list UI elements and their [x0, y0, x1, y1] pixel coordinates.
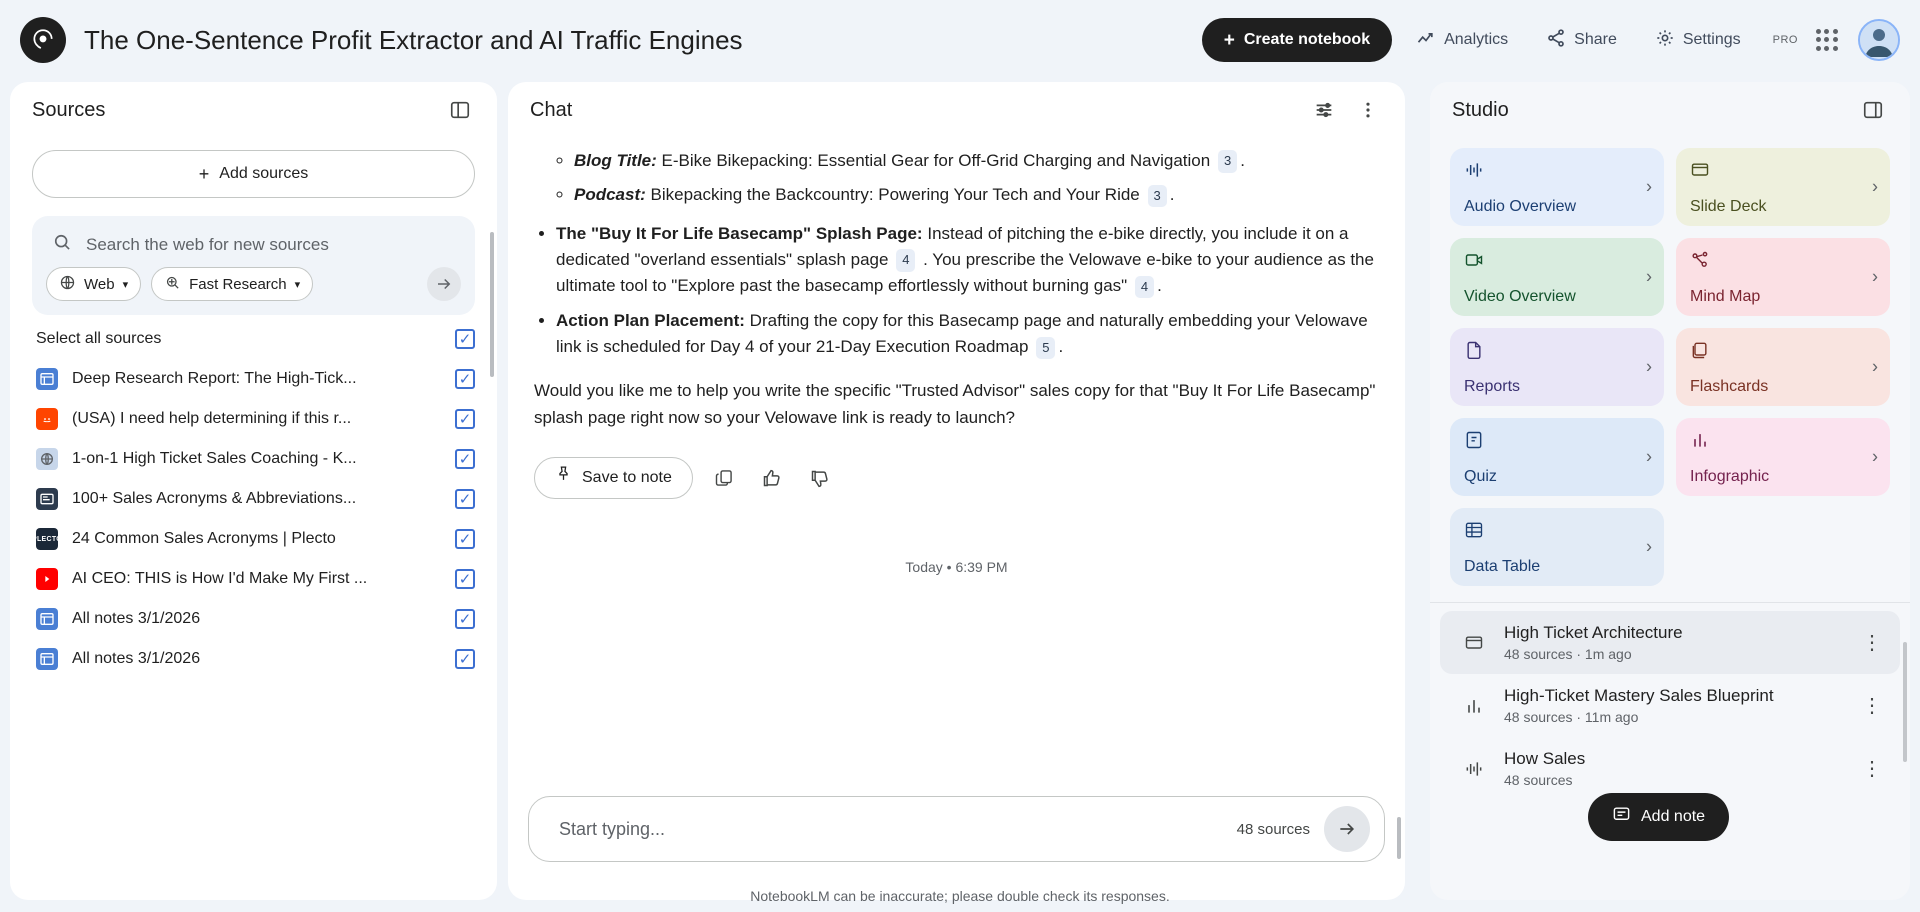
chevron-down-icon: ▾	[294, 278, 301, 291]
source-research-mode-chip[interactable]	[151, 267, 313, 301]
save-to-note-button[interactable]	[534, 457, 693, 499]
create-notebook-button[interactable]	[1202, 18, 1392, 62]
thumb-down-icon[interactable]	[803, 461, 837, 495]
plus-icon: +	[198, 163, 210, 184]
studio-title: Studio	[1452, 98, 1509, 121]
plus-icon: +	[1223, 29, 1235, 51]
studio-card-label: Infographic	[1690, 468, 1770, 485]
chip-research-label: Fast Research	[189, 275, 287, 293]
chat-scrollbar[interactable]	[1397, 817, 1401, 859]
source-list-item[interactable]	[10, 519, 497, 559]
blog-title-label: Blog Title:	[574, 151, 657, 170]
note-meta: 48 sources · 1m ago	[1504, 646, 1632, 662]
doc-icon	[36, 608, 58, 630]
studio-card-infographic[interactable]	[1676, 418, 1890, 496]
studio-card-label: Video Overview	[1464, 288, 1576, 305]
select-all-checkbox[interactable]: ✓	[455, 329, 475, 349]
tune-sliders-icon[interactable]	[1309, 95, 1339, 125]
source-title: All notes 3/1/2026	[72, 650, 201, 667]
more-vertical-icon[interactable]: ⋮	[1862, 757, 1882, 780]
save-to-note-label: Save to note	[582, 468, 672, 486]
search-submit-button[interactable]	[427, 267, 461, 301]
mind-map-icon	[1690, 255, 1710, 274]
chat-timestamp: Today • 6:39 PM	[905, 559, 1008, 576]
podcast-label: Podcast:	[574, 185, 646, 205]
list-item: ◦ Blog Title: E-Bike Bikepacking: Essential Gear for Off-Grid Charging and Navigation 3 .	[574, 148, 1379, 174]
source-title: (USA) I need help determining if this r...	[72, 410, 352, 427]
studio-card-quiz[interactable]	[1450, 418, 1664, 496]
studio-card-label: Mind Map	[1690, 288, 1761, 305]
more-vertical-icon[interactable]: ⋮	[1862, 631, 1882, 654]
chevron-right-icon: ›	[1872, 356, 1878, 377]
composer-source-count: 48 sources	[1236, 820, 1310, 838]
source-list-item[interactable]	[10, 639, 497, 679]
copy-icon[interactable]	[707, 461, 741, 495]
panel-collapse-icon[interactable]	[445, 95, 475, 125]
chat-message-body	[508, 138, 1405, 784]
studio-card-flashcards[interactable]	[1676, 328, 1890, 406]
page-title: The One-Sentence Profit Extractor and AI Traffic Engines	[84, 24, 743, 55]
chevron-right-icon: ›	[1872, 266, 1878, 287]
studio-note-row[interactable]	[1440, 611, 1900, 674]
studio-card-grid	[1430, 138, 1910, 602]
note-meta: 48 sources · 11m ago	[1504, 709, 1639, 725]
source-scope-web-chip[interactable]	[46, 267, 141, 301]
studio-card-mind-map[interactable]	[1676, 238, 1890, 316]
reddit-icon	[36, 408, 58, 430]
chat-header	[508, 82, 1405, 138]
thumb-up-icon[interactable]	[755, 461, 789, 495]
chat-panel	[508, 82, 1405, 900]
source-list	[10, 359, 497, 679]
source-list-item[interactable]	[10, 439, 497, 479]
sources-header	[10, 82, 497, 138]
slide-deck-icon	[1460, 633, 1488, 653]
action-plan-text: Drafting the copy for this Basecamp page and naturally embedding your Velowave link is scheduled for Day 4 of your 21-Day Execution Roadmap	[556, 310, 1368, 357]
source-title: All notes 3/1/2026	[72, 610, 201, 627]
source-list-item[interactable]	[10, 479, 497, 519]
more-vertical-icon[interactable]	[1353, 95, 1383, 125]
share-label: Share	[1574, 31, 1617, 48]
studio-card-reports[interactable]	[1450, 328, 1664, 406]
source-checkbox[interactable]: ✓	[455, 369, 475, 389]
chat-composer	[528, 796, 1385, 862]
add-note-button[interactable]	[1588, 793, 1729, 841]
chip-web-label: Web	[84, 275, 115, 293]
analytics-label: Analytics	[1444, 31, 1509, 48]
citation-chip[interactable]: 4	[1135, 276, 1154, 298]
quiz-icon	[1464, 435, 1484, 454]
plecto-icon: PLECTO	[36, 528, 58, 550]
slide-deck-icon	[1690, 165, 1710, 184]
studio-card-label: Flashcards	[1690, 378, 1769, 395]
add-sources-label: Add sources	[219, 165, 309, 182]
citation-chip[interactable]: 4	[896, 249, 915, 271]
infographic-icon	[1460, 696, 1488, 716]
note-title: How Sales	[1504, 749, 1586, 768]
send-arrow-icon[interactable]	[1324, 806, 1370, 852]
blog-title-text: E-Bike Bikepacking: Essential Gear for Off-Grid Charging and Navigation	[661, 151, 1211, 170]
chevron-right-icon: ›	[1646, 536, 1652, 557]
create-notebook-label: Create notebook	[1243, 31, 1371, 48]
source-title: AI CEO: THIS is How I'd Make My First ...	[72, 570, 368, 587]
globe-icon	[59, 274, 76, 295]
source-title: 24 Common Sales Acronyms | Plecto	[72, 530, 336, 547]
research-icon	[164, 274, 181, 295]
select-all-label: Select all sources	[36, 330, 162, 347]
splash-page-text-1: Instead of pitching the e-bike directly, you include it on a dedicated "overland essentials" splash page	[556, 223, 1349, 270]
video-overview-icon	[1464, 255, 1484, 274]
doc-icon	[36, 648, 58, 670]
note-icon	[1612, 805, 1631, 829]
source-list-item[interactable]	[10, 559, 497, 599]
closing-paragraph: Would you like me to help you write the specific "Trusted Advisor" sales copy for that "Buy It For Life Basecamp" splash page right now so your Velowave link is ready to launch?	[534, 381, 1376, 427]
list-item: • The "Buy It For Life Basecamp" Splash Page: Instead of pitching the e-bike directly, you include it on a dedicated "overland essentials" splash page 4 . You prescribe the Velowave e-bike to your audience as the ultimate tool to "Explore past the basecamp effortlessly without burning gas" 4 .	[556, 221, 1379, 300]
pro-badge: PRO	[1772, 34, 1798, 46]
analytics-icon	[1416, 28, 1436, 53]
studio-card-video-overview[interactable]	[1450, 238, 1664, 316]
studio-card-label: Slide Deck	[1690, 198, 1767, 215]
settings-label: Settings	[1682, 31, 1741, 48]
add-note-label: Add note	[1641, 808, 1706, 825]
pin-icon	[555, 465, 572, 491]
reports-icon	[1464, 345, 1484, 364]
audio-waveform-icon	[1464, 165, 1484, 184]
flashcards-icon	[1690, 345, 1710, 364]
share-icon	[1546, 28, 1566, 53]
search-input[interactable]	[84, 234, 457, 256]
analytics-button[interactable]	[1402, 18, 1522, 62]
source-list-item[interactable]	[10, 359, 497, 399]
note-title: High Ticket Architecture	[1504, 623, 1683, 642]
chevron-right-icon: ›	[1646, 176, 1652, 197]
source-checkbox[interactable]: ✓	[455, 489, 475, 509]
panel-expand-icon[interactable]	[1858, 95, 1888, 125]
source-title: 1-on-1 High Ticket Sales Coaching - K...	[72, 450, 357, 467]
studio-card-label: Quiz	[1464, 468, 1497, 485]
source-list-item[interactable]	[10, 399, 497, 439]
studio-card-data-table[interactable]	[1450, 508, 1664, 586]
source-checkbox[interactable]: ✓	[455, 529, 475, 549]
note-title: High-Ticket Mastery Sales Blueprint	[1504, 686, 1774, 705]
chat-message-actions	[534, 457, 1379, 499]
source-checkbox[interactable]: ✓	[455, 609, 475, 629]
doc-icon	[36, 368, 58, 390]
share-button[interactable]	[1532, 18, 1631, 62]
studio-note-row[interactable]	[1440, 737, 1900, 800]
chevron-right-icon: ›	[1646, 356, 1652, 377]
studio-header	[1430, 82, 1910, 138]
top-bar-actions	[1202, 18, 1900, 62]
source-checkbox[interactable]: ✓	[455, 649, 475, 669]
article-icon	[36, 488, 58, 510]
studio-card-slide-deck[interactable]	[1676, 148, 1890, 226]
audio-waveform-icon	[1460, 759, 1488, 779]
citation-chip[interactable]: 3	[1148, 185, 1167, 207]
chevron-right-icon: ›	[1872, 446, 1878, 467]
source-title: Deep Research Report: The High-Tick...	[72, 370, 357, 387]
youtube-icon	[36, 568, 58, 590]
top-bar	[0, 0, 1920, 80]
notebooklm-logo-icon[interactable]	[20, 17, 66, 63]
citation-chip[interactable]: 3	[1218, 150, 1237, 172]
gear-icon	[1655, 28, 1675, 53]
settings-button[interactable]	[1641, 18, 1755, 62]
sources-panel	[10, 82, 497, 900]
add-sources-button[interactable]	[32, 150, 475, 198]
chevron-down-icon: ▾	[122, 278, 129, 291]
source-checkbox[interactable]: ✓	[455, 409, 475, 429]
podcast-text: Bikepacking the Backcountry: Powering Your Tech and Your Ride	[650, 185, 1140, 205]
chat-main-list	[556, 221, 1379, 361]
source-list-item[interactable]	[10, 599, 497, 639]
studio-scrollbar[interactable]	[1903, 642, 1907, 762]
google-apps-grid-icon[interactable]	[1814, 27, 1840, 53]
studio-card-label: Data Table	[1464, 558, 1541, 575]
studio-note-row[interactable]	[1440, 674, 1900, 737]
sources-scrollbar[interactable]	[490, 232, 494, 377]
studio-card-label: Audio Overview	[1464, 198, 1577, 215]
more-vertical-icon[interactable]: ⋮	[1862, 694, 1882, 717]
splash-page-text-2: . You prescribe the Velowave e-bike to your audience as the ultimate tool to "Explore past the basecamp effortlessly without burning gas"	[556, 250, 1374, 296]
source-checkbox[interactable]: ✓	[455, 569, 475, 589]
splash-page-label: The "Buy It For Life Basecamp" Splash Page:	[556, 223, 923, 243]
disclaimer-text: NotebookLM can be inaccurate; please double check its responses.	[750, 888, 1170, 904]
action-plan-label: Action Plan Placement:	[556, 310, 745, 330]
source-search-box	[32, 216, 475, 315]
chevron-right-icon: ›	[1646, 446, 1652, 467]
data-table-icon	[1464, 525, 1484, 544]
source-title: 100+ Sales Acronyms & Abbreviations...	[72, 490, 357, 507]
list-item: ◦ Podcast: Bikepacking the Backcountry: Powering Your Tech and Your Ride 3 .	[574, 182, 1379, 208]
studio-panel	[1430, 82, 1910, 900]
note-meta: 48 sources	[1504, 772, 1573, 788]
search-icon	[52, 232, 72, 257]
source-checkbox[interactable]: ✓	[455, 449, 475, 469]
chat-input[interactable]	[557, 818, 1237, 841]
chevron-right-icon: ›	[1872, 176, 1878, 197]
chat-title: Chat	[530, 98, 573, 121]
studio-card-audio-overview[interactable]	[1450, 148, 1664, 226]
sources-title: Sources	[32, 98, 106, 121]
avatar[interactable]	[1858, 19, 1900, 61]
web-icon	[36, 448, 58, 470]
select-all-sources-row[interactable]	[10, 315, 497, 359]
chat-sublist	[574, 148, 1379, 209]
list-item: • Action Plan Placement: Drafting the copy for this Basecamp page and naturally embedding your Velowave link is scheduled for Day 4 of your 21-Day Execution Roadmap 5 .	[556, 308, 1379, 361]
infographic-icon	[1690, 435, 1710, 454]
studio-card-label: Reports	[1464, 378, 1521, 395]
studio-note-list	[1430, 602, 1910, 800]
chevron-right-icon: ›	[1646, 266, 1652, 287]
citation-chip[interactable]: 5	[1036, 337, 1055, 359]
